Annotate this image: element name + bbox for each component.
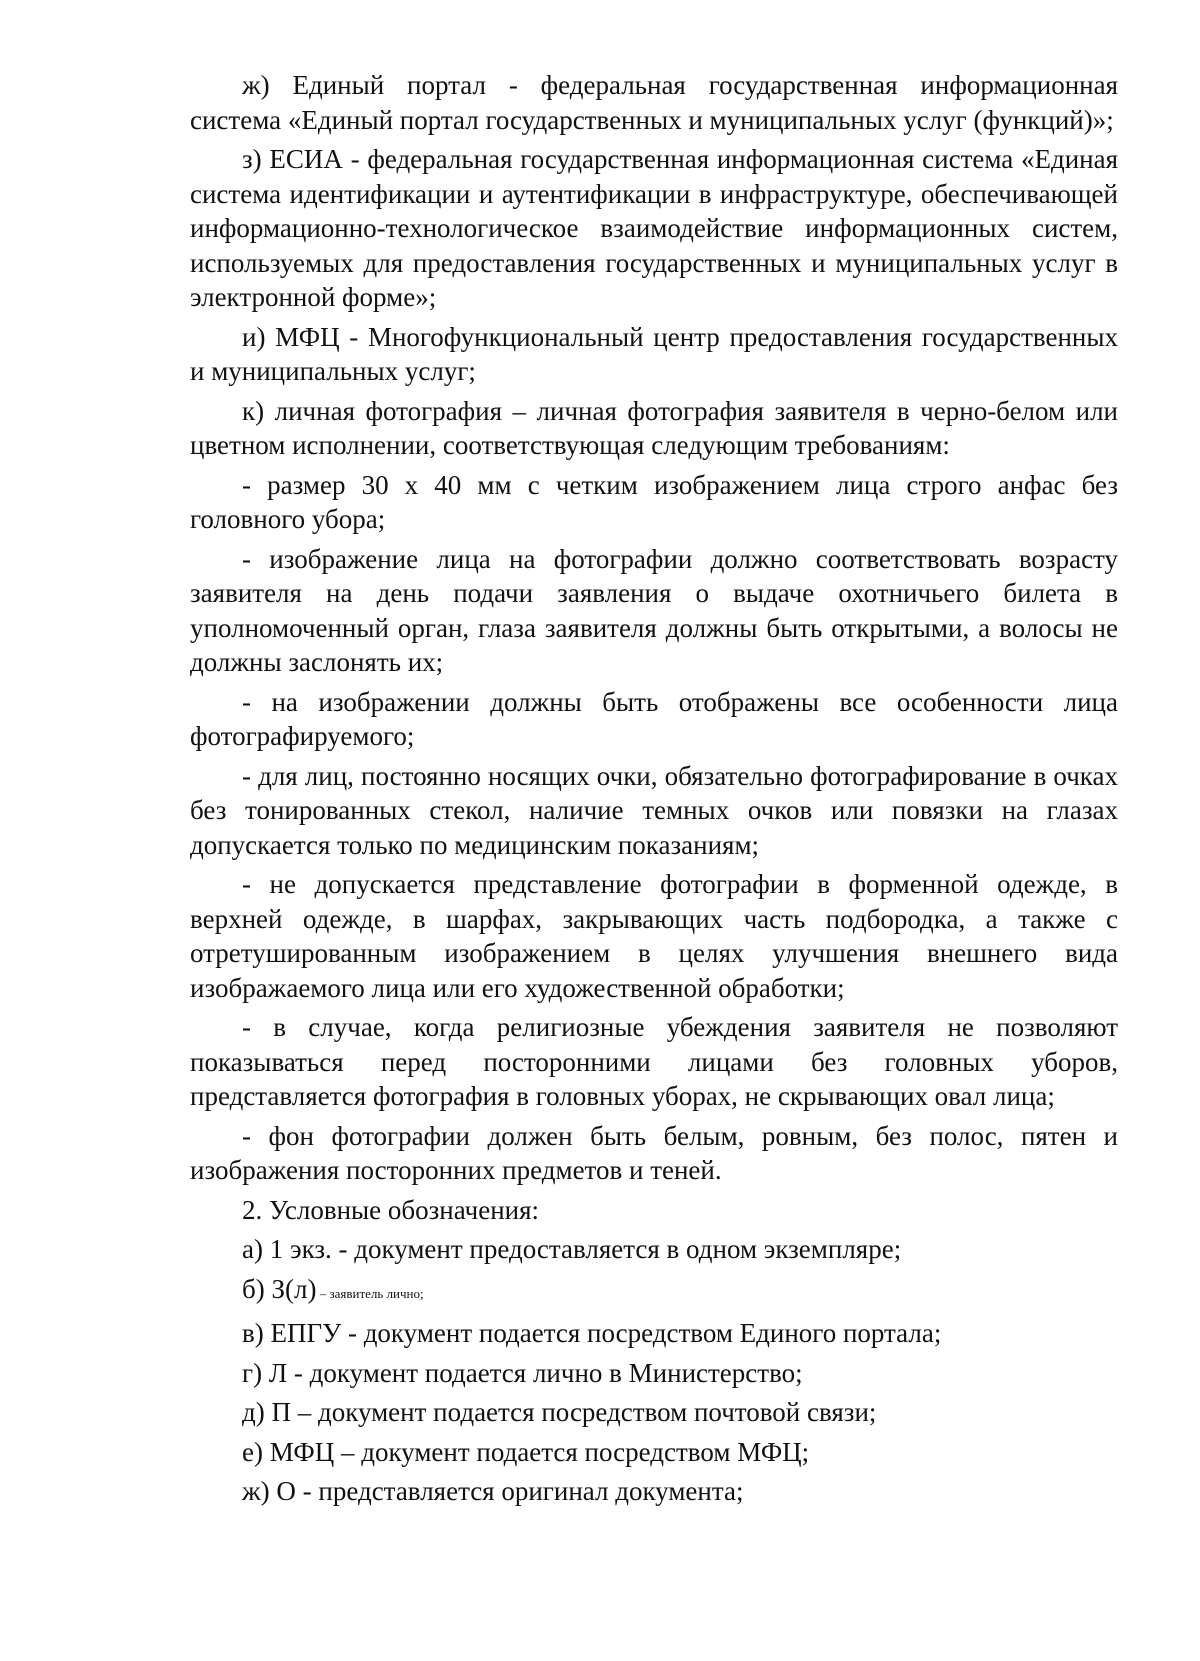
legend-item-mfc: е) МФЦ – документ подается посредством МФЦ; [242,1436,810,1467]
definition-esia: з) ЕСИА - федеральная государственная информационная система «Единая система идентификации и аутентификации в инфраструктуре, обеспечивающей информационно-технологическое взаимодействие информационных систем, используемых для предоставления государственных и муниципальных услуг в электронной форме»; [190,144,1118,312]
photo-requirement-age: - изображение лица на фотографии должно соответствовать возрасту заявителя на день подачи заявления о выдаче охотничьего билета в уполномоченный орган, глаза заявителя должны быть открытыми, а волосы не должны заслонять их; [190,543,1118,677]
photo-requirement-religious: - в случае, когда религиозные убеждения заявителя не позволяют показываться перед посторонними лицами без головных уборов, представляется фотография в головных уборах, не скрывающих овал лица; [190,1012,1118,1111]
definition-personal-photo: к) личная фотография – личная фотография заявителя в черно-белом или цветном исполнении, соответствующая следующим требованиям: [190,395,1118,460]
legend-item-applicant-code: б) З(л) [242,1273,317,1304]
legend-item-original: ж) О - представляется оригинал документа; [242,1476,744,1506]
definition-mfc: и) МФЦ - Многофункциональный центр предоставления государственных и муниципальных услуг; [190,321,1118,386]
legend-item-post: д) П – документ подается посредством почтовой связи; [242,1397,877,1427]
photo-requirement-glasses: - для лиц, постоянно носящих очки, обязательно фотографирование в очках без тонированных стекол, наличие темных очков или повязки на глазах допускается только по медицинским показаниям; [190,760,1118,860]
definition-unified-portal: ж) Единый портал - федеральная государственная информационная система «Единый портал государственных и муниципальных услуг (функций)»; [190,70,1118,135]
legend-item-applicant-personally [190,1272,1118,1312]
legend-item-applicant-note: – заявитель лично; [316,1285,424,1301]
photo-requirement-features: - на изображении должны быть отображены все особенности лица фотографируемого; [190,686,1118,751]
section-title-legend: 2. Условные обозначения: [242,1194,540,1225]
photo-requirement-clothing: - не допускается представление фотографии в форменной одежде, в верхней одежде, в шарфах, закрывающих часть подбородка, а также с отретушированным изображением в целях улучшения внешнего вида изображаемого лица или его художественной обработки; [190,869,1118,1003]
legend-item-ministry: г) Л - документ подается лично в Министерство; [242,1357,803,1388]
legend-item-epgu: в) ЕПГУ - документ подается посредством Единого портала; [242,1318,942,1348]
photo-requirement-background: - фон фотографии должен быть белым, ровным, без полос, пятен и изображения посторонних предметов и теней. [190,1120,1118,1185]
photo-requirement-size: - размер 30 х 40 мм с четким изображением лица строго анфас без головного убора; [190,469,1118,534]
legend-item-copies: а) 1 экз. - документ предоставляется в одном экземпляре; [242,1234,902,1264]
